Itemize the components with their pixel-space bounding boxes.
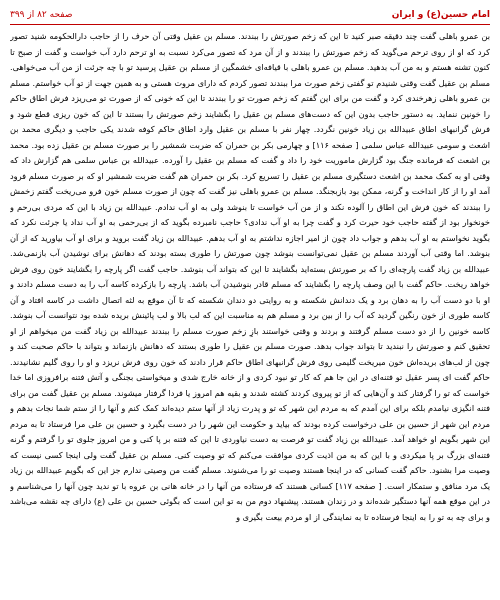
page-number: صفحه ۸۲ از ۳۹۹ <box>10 10 73 20</box>
page-header <box>10 8 490 22</box>
header-divider <box>10 24 490 25</box>
book-title: امام حسین(ع) و ایران <box>391 10 490 20</box>
body-paragraph: بن عمرو باهلی گفت چند دقیقه صبر کنید تا این که زخم صورتش را ببندند. مسلم بن عقیل وقتی آن حرف را از حاجب دارالحکومه شنید تصور کرد که او از روی ترحم می‌گوید که زخم صورتش را ببندند و از آن مرد که تصور می‌کرد نسبت به او ترحم دارد آب خواست و گفت از صبح تا کنون تشنه هستم و به من آب بدهید. مسلم بن عمرو باهلی با قیافه‌ای خشمگین از مسلم بن عقیل پرسید تو با چه جرئت از من آب می‌خواهی. مسلم بن عقیل گفت وقتی شنیدم تو گفتی زخم صورت مرا ببندند تصور کردم که دارای مروت هستی و به همین جهت از تو آب خواستم. مسلم بن عمرو باهلی زهرخندی کرد و گفت من برای این گفتم که زخم صورت تو را ببندند تا این که خونی که از صورت تو می‌ریزد فرش اطاق حاکم را خونین ننماید. به دستور حاجب بدون این که دست‌های مسلم بن عقیل را بگشایند زخم صورتش را بستند تا این که خون ریزی قطع شود و فرش گرانبهای اطاق عبیدالله بن زیاد خونین نگردد. چهار نفر با مسلم بن عقیل وارد اطاق حاکم کوفه شدند یکی حاجب و دیگری محمد بن اشعث و سومی عبیدالله عباس سلمی [ صفحه ۱۱۶] و چهارمی بکر بن حمران که ضربت شمشیر را بر صورت مسلم بن عقیل زده بود. محمد بن اشعث که فرمانده جنگ بود گزارش ماموریت خود را داد و گفت که مسلم بن عقیل را آورده. عبیدالله بن عباس سلمی هم گزارش داد که وقتی او به کمک محمد بن اشعث دستگیری مسلم بن عقیل را تسریع کرد. بکر بن حمران هم گفت ضربت شمشیر او که بر صورت مسلم فرود آمد او را از کار انداخت و گرنه، ممکن بود بازبجنگد. مسلم بن عمرو باهلی نیز گفت که چون از صورت مسلم خون فرو می‌ریخت گفتم زخمش را ببندند که خون فرش این اطاق را آلوده نکند و از من آب خواست تا بنوشد ولی به او آب ندادم. عبیدالله بن زیاد با این که مردی بی‌رحم و خونخوار بود از گفته حاجب خود حیرت کرد و گفت چرا به او آب ندادی؟ حاجب نامبرده بگوید که از بی‌رحمی به او آب نداد یا جرئت نکرد که بگوید نخواستم به او آب بدهم و جواب داد چون از امیر اجازه نداشتم به او آب بدهم. عبیدالله بن زیاد گفت بروید و برای او آب بیاورید که از آن بنوشد. اما وقتی آب آوردند مسلم بن عقیل نمی‌توانست بنوشد چون صورتش را طوری بسته بودند که دهانش برای نوشیدن آب بازنمی‌شد. عبیدالله بن زیاد گفت پارچه‌ای را که بر صورتش بسته‌اید بگشایند تا این که بتواند آب بنوشد. حاجب گفت اگر پارچه را بگشایند خون روی فرش خواهد ریخت. حاکم گفت با این وصف پارچه را بگشایند که مسلم قادر بنوشیدن آب باشد. پارچه را بازکرده کاسه آب را به دست مسلم دادند و او با دو دست آب را به دهان برد و یک دندانش شکسته و به روایتی دو دندان شکسته که تا آن موقع به لثه اتصال داشت در کاسه افتاد و آن کاسه طوری از خون رنگین گردید که آب را از بین برد و مسلم هم به مناسبت این که لب بالا و لب پائینش بریده شده بود نتوانست آب بنوشد. کاسه خونین را از دو دست مسلم گرفتند و بردند و وقتی خواستند بازِ زخم صورت مسلم را ببندند عبیدالله بن زیاد گفت من میخواهم از او تحقیق کنم و صورتش را نبندید تا بتواند جواب بدهد. صورت مسلم بن عقیل را طوری بستند که دهانش بازنماند و بتواند با حاکم صحبت کند و چون از لب‌های بریده‌اش خون میریخت گلیمی روی فرش گرانبهای اطاق حاکم قرار دادند که خون روی فرش نریزد و او را روی گلیم نشانیدند. حاکم گفت ای پسر عقیل تو فتنه‌ای در این جا هم که کار تو نبود کردی و از خانه خارج شدی و میخواستی بجنگی و آتش فتنه برافروزی اما خدا خواست که تو را گرفتار کند و آن‌هایی که از تو پیروی کردند کشته شدند و بقیه هم امروز یا فردا گرفتار میشوند. مسلم بن عقیل گفت من برای فتنه انگیزی نیامدم بلکه برای این آمدم که به مردم این شهر که تو و پدرت زیاد از آنها ستم دیده‌اند کمک کنم و آنها را از ستم شما نجات بدهم و مردم این شهر از حسین بن علی درخواست کرده بودند که بیاید و حکومت این شهر را در دست بگیرد و حسین بن علی مرا فرستاد تا به مردم این شهر بگویم او خواهد آمد. عبیدالله بن زیاد گفت تو فرصت به دست نیاوردی تا این که فتنه بر پا کنی و من امروز جلوی تو را گرفتم و گرنه فتنه‌ای بزرگ بر پا میکردی و با این که به من اذیت کردی موافقت می‌کنم که تو وصیت کنی. مسلم بن عقیل گفت ولی اینجا کسی نیست که وصیت مرا بشنود. حاکم گفت کسانی که در اینجا هستند وصیت تو را می‌شنوند. مسلم گفت من وصیتی ندارم جز این که بگویم عبیدالله بن زیاد یک مرد منافق و ستمکار است. [ صفحه ۱۱۷] کسانی هستند که فرستاده من آنها را در خانه هانی بن عروه با تو ندید چون آنها را می‌شناسم و در این موقع همه آنها دستگیر شده‌اند و در زندان هستند. پیشنهاد دوم من به تو این است که بگوئی حسین بن علی (ع) دارای چه نقشه می‌باشد و برای چه به تو را به اینجا فرستاده تا به نمایندگی از او مردم بیعت بگیری و <box>10 31 490 522</box>
